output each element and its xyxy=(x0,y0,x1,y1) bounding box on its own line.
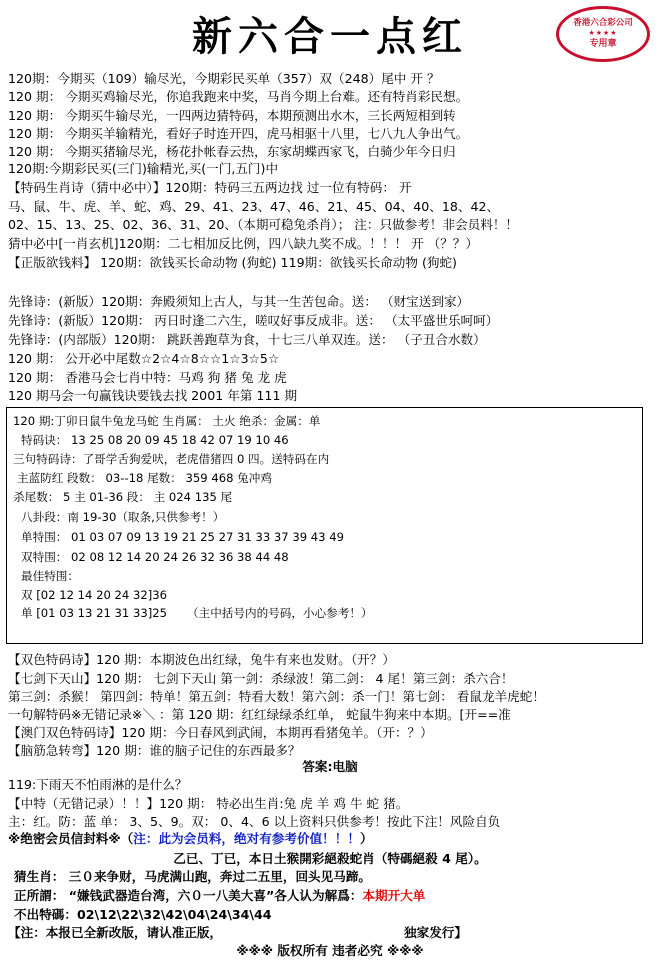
pioneer-line-1: 先锋诗：(新版）120期：奔殿须知上古人，与其一生苦包命。送： （财宝送到家） xyxy=(8,294,470,309)
pioneer-line-6: 120 期马会一句赢钱诀要钱去找 2001 年第 111 期 xyxy=(8,388,298,403)
box-line-1: 120 期:丁卯日鼠牛兔龙马蛇 生肖属： 土火 绝杀：金属：单 xyxy=(13,414,321,428)
stamp-label: 专用章 xyxy=(589,39,617,49)
bottom-line-13 xyxy=(14,887,425,904)
member-note: 注：此为会员料，绝对有参考价值！！！ xyxy=(133,831,360,846)
bottom-line-10 xyxy=(8,830,373,847)
copyright-line: ※※※ 版权所有 违者必究 ※※※ xyxy=(236,943,424,958)
poem-line-4: 猜中必中[一肖玄机]120期：二七相加反比例，四八缺九奖不成。！！！ 开 （？？） xyxy=(8,236,479,251)
bottom-line-11: 乙已、丁已，本日土猴開彩絕殺蛇肖（特碼絕殺 4 尾）。 xyxy=(173,851,487,866)
bottom-line-1: 【双色特码诗】120 期：本期波色出红绿，兔牛有来也发财。（开？） xyxy=(8,652,395,667)
bottom-line-9: 主：红。防：蓝 单： 3、5、9。双： 0、4、6 以上资料只供参考！按此下注！风险自负 xyxy=(8,814,501,829)
member-note-close: ） xyxy=(359,831,373,846)
box-line-11: 单 [01 03 13 21 31 33]25 xyxy=(21,606,168,620)
box-line-6: 八卦段：南 19-30（取条,只供参考！） xyxy=(21,510,225,524)
poem-line-3: 02、15、13、25、02、36、31、20、（本期可稳兔杀肖）； 注：只做参考！非会员料！！ xyxy=(8,217,519,232)
company-seal-stamp xyxy=(556,6,650,62)
bottom-line-7: 119:下雨天不怕雨淋的是什么？ xyxy=(8,777,188,792)
box-line-2: 特码诀： 13 25 08 20 09 45 18 42 07 19 10 46 xyxy=(21,433,289,447)
exclusive-release: 独家发行】 xyxy=(404,925,467,940)
info-box xyxy=(6,407,643,644)
pioneer-line-2: 先锋诗：(新版）120期： 丙日时逢二六生，嗟叹好事反成非。送： （太平盛世乐呵呵） xyxy=(8,313,499,328)
top-line-5: 120 期： 今期买猪输尽光，杨花扑帐春云热，东家胡蝶西家飞，白骑少年今日归 xyxy=(8,144,456,159)
top-line-6: 120期:今期彩民买(三门)输精光,买(一门,五门)中 xyxy=(8,161,279,176)
top-line-2: 120 期： 今期买鸡输尽光，你追我跑来中奖，马肖今期上台难。还有特肖彩民想。 xyxy=(8,89,469,104)
box-line-3: 三句特码诗：了哥学舌狗爱吠，老虎借猪四 0 四。送特码在内 xyxy=(13,452,330,466)
bottom-line-12: 猜生肖： 三０来争财，马虎满山跑，奔过二五里，回头见马蹄。 xyxy=(14,869,372,884)
top-line-4: 120 期： 今期买羊输精光，看好子时连开四，虎马相驱十八里，七八九人争出气。 xyxy=(8,126,469,141)
member-envelope-label: ※绝密会员信封料※（ xyxy=(8,831,134,846)
poem-line-2: 马、鼠、牛、虎、羊、蛇、鸡、29、41、23、47、46、21、45、04、40、18、42、 xyxy=(8,199,500,214)
pioneer-line-5: 120 期： 香港马会七肖中特：马鸡 狗 猪 兔 龙 虎 xyxy=(8,370,287,385)
poem-line-1: 【特码生肖诗（猜中必中）】120期：特码三五两边找 过一位有特码： 开 xyxy=(8,180,412,195)
saying-highlight: 本期开大单 xyxy=(362,888,426,903)
bottom-line-15: 【注：本报已全新改版，请认准正版， xyxy=(8,925,223,940)
box-line-9: 最佳特围： xyxy=(21,569,79,583)
box-line-5: 杀尾数： 5 主 01-36 段： 主 024 135 尾 xyxy=(13,490,233,504)
page-title: 新六合一点红 xyxy=(192,13,468,60)
top-line-3: 120 期： 今期买牛输尽光，一四两边猜特码，本期预测出水木，三长两短相到转 xyxy=(8,108,456,123)
bottom-line-8: 【中特（无错记录）！！】120 期： 特必出生肖:兔 虎 羊 鸡 牛 蛇 猪。 xyxy=(8,796,409,811)
box-line-10: 双 [02 12 14 20 24 32]36 xyxy=(21,588,168,602)
box-line-7: 单特围： 01 03 07 09 13 19 21 25 27 31 33 37 39 43 49 xyxy=(21,530,344,544)
stamp-name: 香港六合彩公司 xyxy=(573,18,633,28)
stamp-stars: ★★★★ xyxy=(588,29,618,37)
top-line-1: 120期：今期买（109）输尽光，今期彩民买单（357）双（248）尾中 开 ？ xyxy=(8,71,440,86)
saying-text: 正所謂： “嫌钱武器造台湾，六０一八美大喜”各人认为解爲： xyxy=(14,888,363,903)
pioneer-line-4: 120 期： 公开必中尾数☆2☆4☆8☆☆1☆3☆5☆ xyxy=(8,351,280,366)
bottom-line-5: 【澳门双色特码诗】120 期：今日春风到武闹，本期再看猪兔羊。（开：？） xyxy=(8,725,433,740)
box-line-8: 双特围： 02 08 12 14 20 24 26 32 36 38 44 48 xyxy=(21,550,289,564)
riddle-answer: 答案:电脑 xyxy=(302,759,358,774)
poem-line-5: 【正版欲钱料】 120期：欲钱买长命动物 (狗蛇) 119期：欲钱买长命动物 (狗蛇) xyxy=(8,255,457,270)
box-line-4: 主蓝防红 段数： 03--18 尾数： 359 468 兔冲鸡 xyxy=(17,471,272,485)
bottom-line-2: 【七剑下天山】120 期： 七剑下天山 第一剑：杀绿波！第二剑： 4 尾！第三剑：杀六合！ xyxy=(8,671,514,686)
bottom-line-6: 【脑筋急转弯】120 期：谁的脑子记住的东西最多？ xyxy=(8,743,301,758)
bottom-line-3: 第三剑：杀猴！ 第四剑：特单！第五剑：特看大数！第六剑：杀一门！第七剑： 看鼠龙羊虎蛇！ xyxy=(8,689,545,704)
bottom-line-14: 不出特碼：02\12\22\32\42\04\24\34\44 xyxy=(14,907,272,922)
pioneer-line-3: 先锋诗：(内部版）120期： 跳跃善跑草为食，十七三八单双连。送： （子丑合水数） xyxy=(8,332,486,347)
bottom-line-4: 一句解特码※无错记录※＼ ：第 120 期：红红绿绿杀红单， 蛇鼠牛狗来中本期。[开==准 xyxy=(8,707,511,722)
box-line-11-note: （主中括号内的号码，小心参考！） xyxy=(187,606,373,620)
